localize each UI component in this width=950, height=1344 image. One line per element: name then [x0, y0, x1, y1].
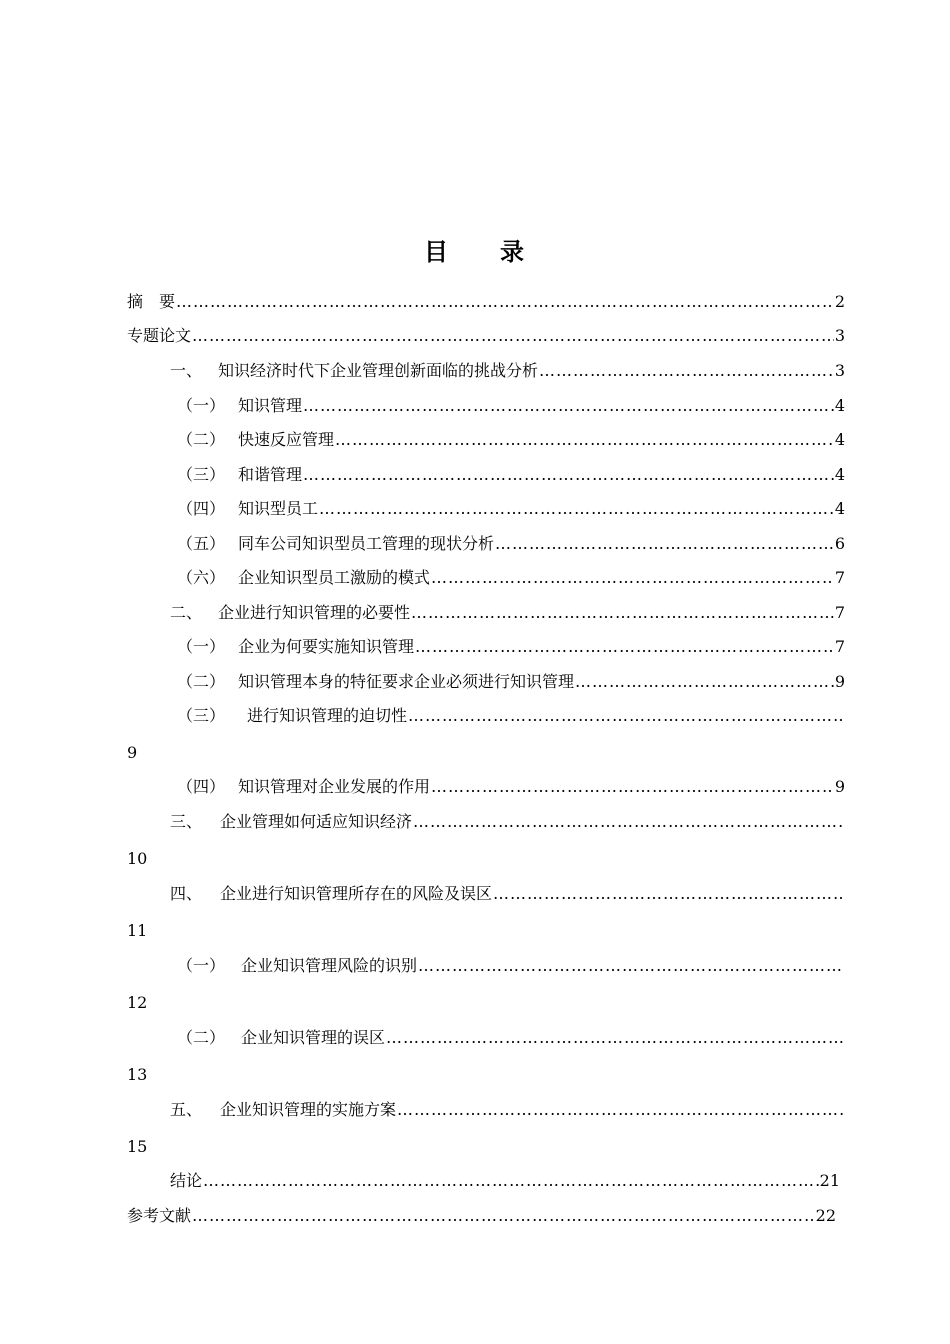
toc-title-left: 目: [424, 237, 450, 266]
toc-leader: [203, 1171, 819, 1191]
toc-entry-text: 企业管理如何适应知识经济: [220, 812, 413, 831]
toc-entry-section-1[interactable]: [170, 361, 845, 381]
toc-entry-text: 结论: [170, 1171, 203, 1190]
toc-entry-conclusion[interactable]: [170, 1171, 840, 1191]
toc-page-number-wrapped: 9: [127, 743, 138, 762]
toc-entry-text: 知识管理: [238, 396, 303, 415]
toc-entry-1-6[interactable]: [177, 568, 845, 588]
toc-leader: [303, 465, 834, 485]
toc-entry-4-1[interactable]: [177, 956, 845, 976]
toc-entry-text: 企业进行知识管理所存在的风险及误区: [220, 884, 493, 903]
toc-entry-number: （四）: [177, 777, 226, 796]
toc-entry-2-3[interactable]: [177, 706, 845, 726]
toc-entry-number: （二）: [177, 430, 226, 449]
toc-page-number: 3: [834, 326, 845, 345]
toc-entry-text: 企业为何要实施知识管理: [238, 637, 415, 656]
toc-leader: [495, 534, 834, 554]
toc-page-number: 6: [834, 534, 845, 553]
toc-entry-text: 知识经济时代下企业管理创新面临的挑战分析: [218, 361, 539, 380]
toc-leader: [303, 396, 834, 416]
toc-leader: [413, 812, 844, 832]
toc-page-number: 21: [819, 1171, 840, 1190]
toc-page-number: 9: [834, 777, 845, 796]
toc-entry-4-2[interactable]: [177, 1028, 845, 1048]
toc-entry-number: （六）: [177, 568, 226, 587]
toc-entry-text: 知识型员工: [238, 499, 319, 518]
toc-entry-1-1[interactable]: [177, 396, 845, 416]
toc-entry-section-3[interactable]: [170, 812, 845, 832]
toc-entry-number: 五、: [170, 1100, 203, 1119]
toc-entry-text: 企业知识管理的误区: [241, 1028, 386, 1047]
toc-entry-text: 专题论文: [127, 326, 192, 345]
toc-entry-2-2[interactable]: [177, 672, 845, 692]
toc-leader: [411, 603, 834, 623]
toc-entry-text: 知识管理对企业发展的作用: [238, 777, 431, 796]
toc-leader: [539, 361, 834, 381]
toc-entry-number: （一）: [177, 396, 226, 415]
toc-entry-number: 三、: [170, 812, 203, 831]
toc-leader: [397, 1100, 844, 1120]
toc-page-number: 7: [834, 603, 845, 622]
toc-entry-1-2[interactable]: [177, 430, 845, 450]
toc-entry-section-4[interactable]: [170, 884, 845, 904]
toc-entry-number: 一、: [170, 361, 203, 380]
toc-entry-2-1[interactable]: [177, 637, 845, 657]
toc-entry-number: （二）: [177, 672, 226, 691]
toc-title: [0, 232, 950, 267]
toc-page-number: 7: [834, 637, 845, 656]
toc-entry-number: （三）: [177, 465, 226, 484]
toc-entry-2-4[interactable]: [177, 777, 845, 797]
toc-entry-number: （三）: [177, 706, 226, 725]
toc-leader: [493, 884, 844, 904]
toc-leader: [319, 499, 834, 519]
toc-leader: [386, 1028, 844, 1048]
toc-entry-text: 快速反应管理: [238, 430, 335, 449]
toc-entry-text: 进行知识管理的迫切性: [247, 706, 408, 725]
toc-leader: [192, 1206, 815, 1226]
toc-leader: [192, 326, 834, 346]
toc-page-number: 4: [834, 499, 845, 518]
toc-page-number: 4: [834, 396, 845, 415]
toc-entry-number: 四、: [170, 884, 203, 903]
toc-entry-text: 知识管理本身的特征要求企业必须进行知识管理: [238, 672, 575, 691]
toc-page-number: 4: [834, 430, 845, 449]
toc-leader: [408, 706, 844, 726]
toc-leader: [335, 430, 834, 450]
toc-entry-number: （一）: [177, 637, 226, 656]
toc-entry-text: 企业进行知识管理的必要性: [218, 603, 411, 622]
toc-entry-section-2[interactable]: [170, 603, 845, 623]
toc-entry-text: 企业知识管理的实施方案: [220, 1100, 397, 1119]
toc-entry-text: 参考文献: [127, 1206, 192, 1225]
toc-entry-number: （二）: [177, 1028, 226, 1047]
toc-entry-number: 二、: [170, 603, 203, 622]
toc-page-number-wrapped: 15: [127, 1137, 148, 1156]
toc-leader: [575, 672, 834, 692]
toc-entry-text: 企业知识管理风险的识别: [241, 956, 418, 975]
toc-title-right: 录: [500, 237, 526, 266]
toc-leader: [418, 956, 844, 976]
toc-leader: [431, 777, 834, 797]
toc-entry-1-3[interactable]: [177, 465, 845, 485]
toc-page-number: 9: [834, 672, 845, 691]
toc-entry-section-5[interactable]: [170, 1100, 845, 1120]
toc-page-number: 2: [834, 292, 845, 311]
toc-leader: [415, 637, 834, 657]
toc-leader: [431, 568, 834, 588]
toc-entry-1-5[interactable]: [177, 534, 845, 554]
toc-page-number-wrapped: 12: [127, 993, 148, 1012]
toc-entry-text: 和谐管理: [238, 465, 303, 484]
toc-entry-thesis[interactable]: [127, 326, 845, 346]
toc-page-number: 7: [834, 568, 845, 587]
toc-page-number-wrapped: 11: [127, 921, 148, 940]
toc-page-number-wrapped: 13: [127, 1065, 148, 1084]
toc-entry-number: （一）: [177, 956, 226, 975]
toc-page-number: 3: [834, 361, 845, 380]
toc-entry-number: （五）: [177, 534, 226, 553]
toc-entry-references[interactable]: [127, 1206, 836, 1226]
toc-entry-abstract[interactable]: [127, 292, 845, 312]
toc-leader: [176, 292, 834, 312]
toc-page-number: 4: [834, 465, 845, 484]
toc-entry-number: （四）: [177, 499, 226, 518]
toc-entry-text: 企业知识型员工激励的模式: [238, 568, 431, 587]
toc-entry-1-4[interactable]: [177, 499, 845, 519]
toc-page-number-wrapped: 10: [127, 849, 148, 868]
toc-entry-text: 同车公司知识型员工管理的现状分析: [238, 534, 495, 553]
toc-page-number: 22: [815, 1206, 836, 1225]
toc-entry-number: 摘 要: [127, 292, 176, 311]
